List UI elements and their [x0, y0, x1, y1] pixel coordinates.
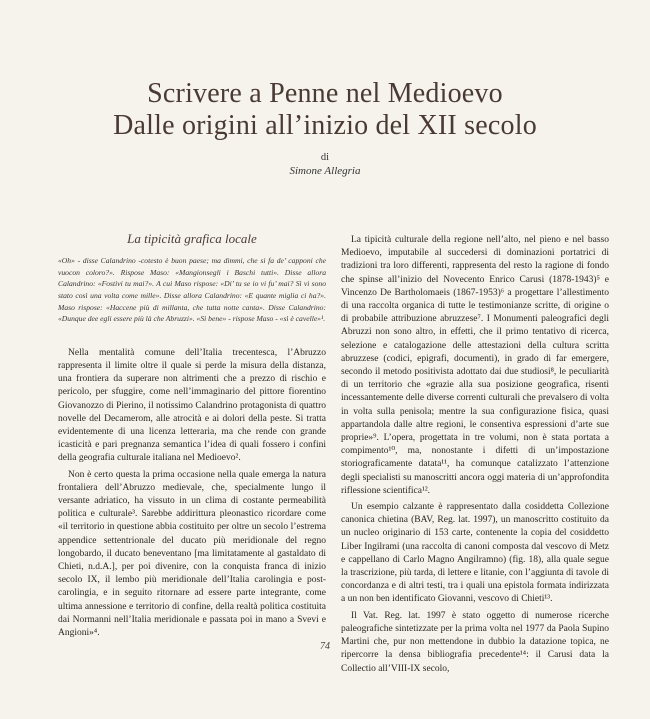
article-title — [0, 78, 650, 142]
author-name: Simone Allegria — [289, 165, 361, 177]
title-line-1: Scrivere a Penne nel Medioevo — [147, 78, 503, 109]
right-paragraph-1: La tipicità culturale della regione nell’alto, nel pieno e nel basso Medioevo, imputabile al succedersi di dominazioni portatrici di tradizioni tra loro differenti, rappresenta del resto la ragione di fondo che spinse all’inizio del Novecento Enrico Carusi (1878-1943)⁵ e Vincenzo De Bartholomaeis (1867-1953)⁶ a progettare l’allestimento di una raccolta organica di tutte le testimonianze scritte, di origine o di probabile attribuzione abruzzese⁷. I Monumenti paleografici degli Abruzzi non sono altro, in effetti, che il primo tentativo di ricerca, selezione e catalogazione delle attestazioni della cultura scritta abruzzese (codici, epigrafi, documenti), in grado di far emergere, secondo il metodo positivista adottato dai due studiosi⁸, le peculiarità di un territorio che «grazie alla sua posizione geografica, risentì incessantemente delle diverse correnti culturali che prevalsero di volta in volta sulla penisola; mentre la sua configurazione fisica, quasi appartandola dalle altre regioni, le consentiva espressioni d’arte sue proprie»⁹. L’opera, progettata in tre volumi, non è stata portata a compimento¹⁰, ma, nonostante i difetti di un’impostazione storiograficamente datata¹¹, ha comunque catalizzato l’attenzione degli specialisti su manoscritti ancora oggi materia di un’approfondita riflessione scientifica¹². — [341, 235, 609, 496]
page-number: 74 — [320, 641, 330, 652]
left-paragraph-1: Nella mentalità comune dell’Italia trecentesca, l’Abruzzo rappresenta il limite oltre il quale si perde la misura della distanza, una frontiera da superare non altrimenti che a prezzo di rischio e pericolo, per sfuggire, come nell’immaginario del pittore fiorentino Giovanozzo di Pierino, il notissimo Calandrino protagonista di quattro novelle del Decamerom, alle atrocità e ai dolori della peste. Si tratta evidentemente di una licenza letteraria, ma che rende con grande icasticità e pari pregnanza semantica l’idea di quali fossero i confini della geografia culturale italiana nel Medioevo². — [58, 347, 326, 464]
section-title: La tipicità grafica locale — [127, 231, 257, 246]
epigraph: «Oh» - disse Calandrino -cotesto è buon paese; ma dimmi, che si fa de’ capponi che vuocon coloro?». Rispose Maso: «Mangionsegli i Baschi tutti». Disse allora Calandrino: «Fostivi tu mai?». A cui Maso rispose: «Di’ tu se io vi fu’ mai? Sì vi sono stato così una volta come mille». Disse allora Calandrino: «E quante miglia ci ha?». Maso rispose: «Haccene più di millanta, che tutta notte canta». Disse Calandrino: «Dunque dee egli essere più là che Abruzzi». «Sì bene» - rispose Maso - «sì è cavelle»¹. — [58, 256, 326, 324]
left-column — [58, 232, 326, 640]
right-column — [341, 234, 609, 676]
left-paragraph-2: Non è certo questa la prima occasione nella quale emerga la natura frontaliera dell’Abruzzo medievale, che, specialmente lungo il versante adriatico, ha vissuto in un clima di costante permeabilità politica e culturale³. Sarebbe addirittura pleonastico ricordare come «il territorio in questione abbia costituito per oltre un secolo l’estrema appendice settentrionale del ducato più meridionale del regno longobardo, il ducato beneventano [ma limitatamente al gastaldato di Chieti, n.d.A.], per poi divenire, con la conquista franca di inizio secolo IX, il lembo più meridionale dell’Italia carolingia e post-carolingia, e in seguito ritornare ad essere parte integrante, come ultima annessione e territorio di confine, della realtà politica costituita dai Normanni nell’Italia meridionale e passata poi in mano a Svevi e Angioni»⁴. — [58, 469, 326, 639]
right-paragraph-2: Un esempio calzante è rappresentato dalla cosiddetta Collezione canonica chietina (BAV, Reg. lat. 1997), un manoscritto costituito da un nucleo originario di 153 carte, contenente la copia del cosiddetto Liber Ingilrami (una raccolta di canoni composta dal vescovo di Metz e cappellano di Carlo Magno Angilramno) (fig. 18), alla quale segue la trascrizione, più tarda, di lettere e litanie, con l’aggiunta di tavole di concordanza e di altri testi, tra i quali una epistola formata indirizzata a un non ben identificato Giovanni, vescovo di Chieti¹³. — [341, 502, 609, 605]
title-line-2: Dalle origini all’inizio del XII secolo — [113, 110, 537, 141]
byline-di: di — [320, 152, 330, 163]
right-paragraph-3: Il Vat. Reg. lat. 1997 è stato oggetto di numerose ricerche paleografiche sintetizzate per la prima volta nel 1977 da Paola Supino Martini che, pur non mettendone in dubbio la datazione topica, ne ripercorre la densa bibliografia precedente¹⁴: il Carusi data la Collectio all’VIII-IX secolo, — [341, 610, 609, 674]
